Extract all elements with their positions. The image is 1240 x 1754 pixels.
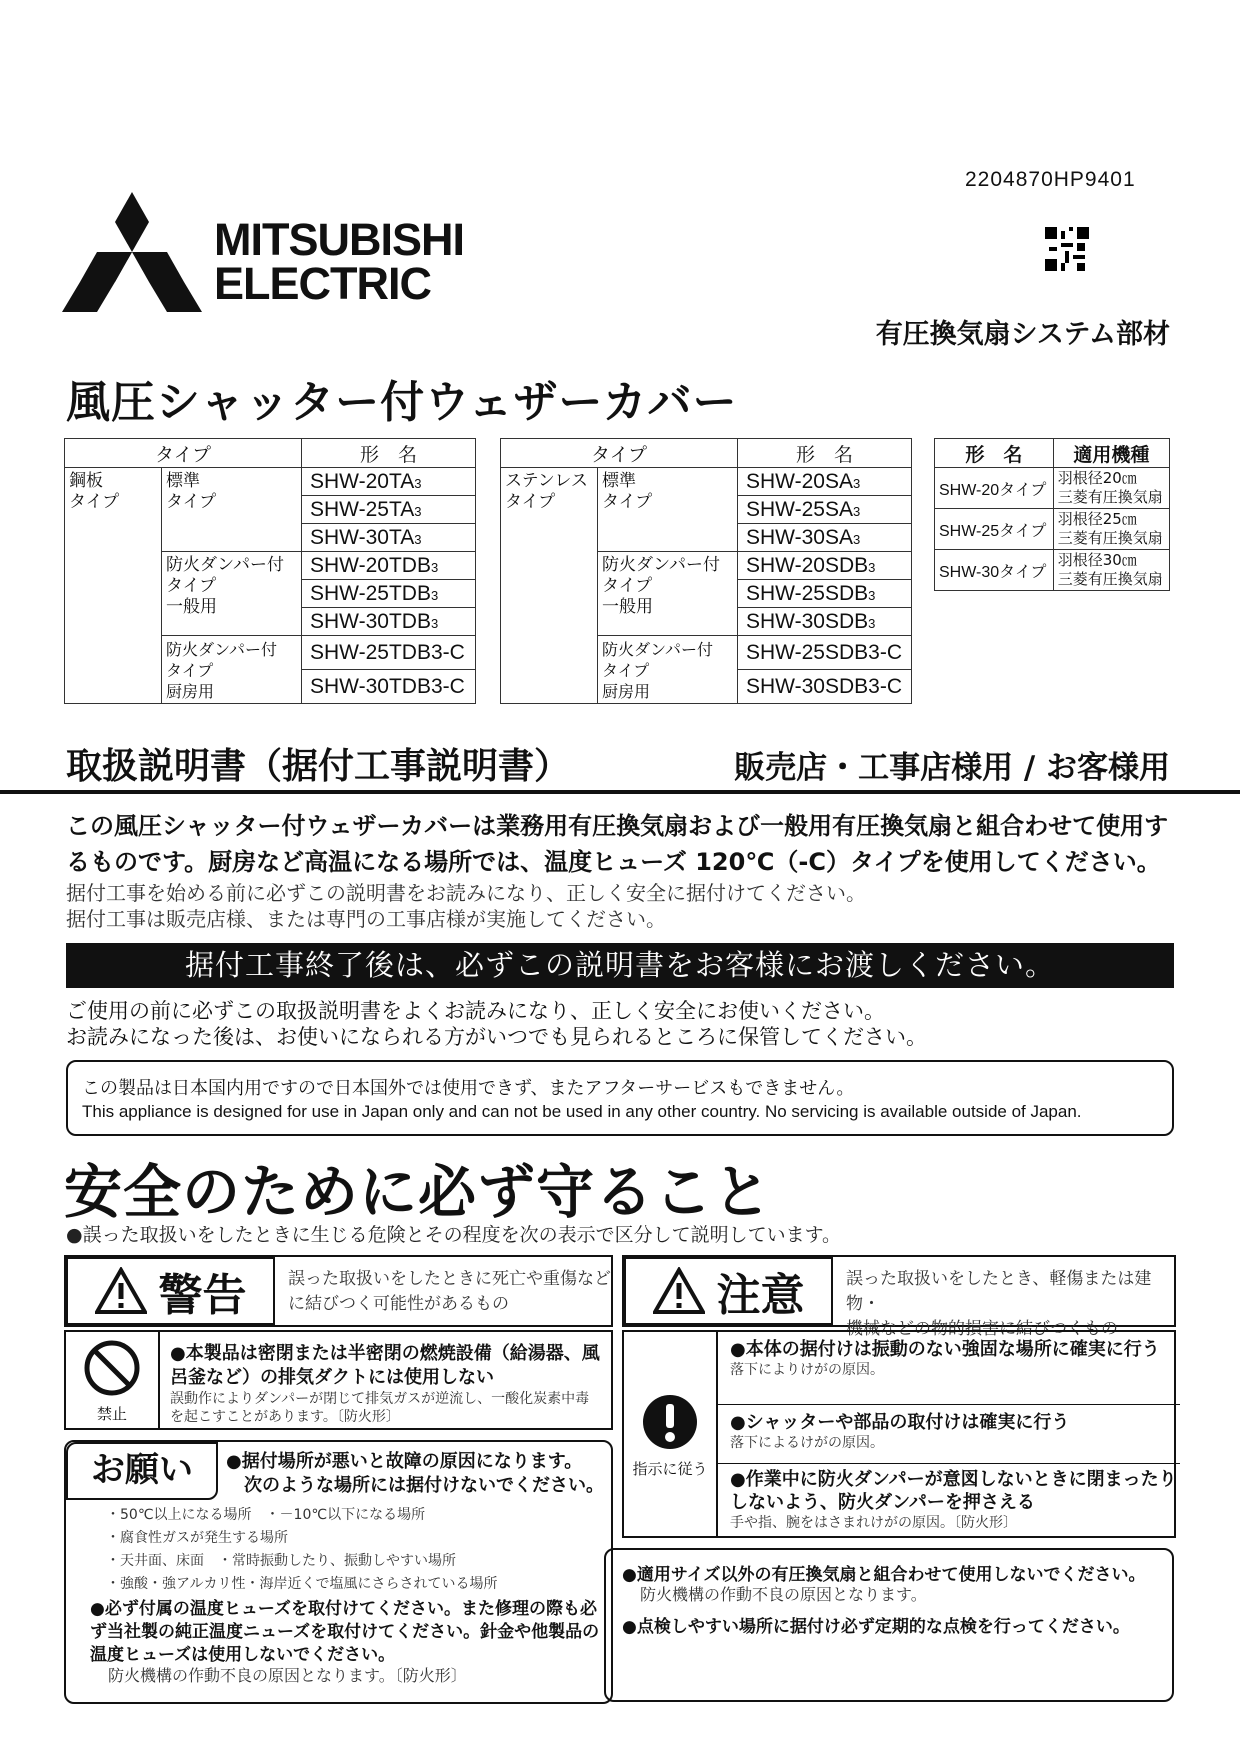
usage-note: ご使用の前に必ずこの取扱説明書をよくお読みになり、正しく安全にお使いください。 xyxy=(66,999,885,1023)
model-cell: SHW-25SDB3-C xyxy=(738,636,912,670)
caution-extra-item xyxy=(622,1564,1145,1604)
model-cell: SHW-20SDB3 xyxy=(738,552,912,580)
mitsubishi-logo-icon xyxy=(62,192,202,312)
warning-header xyxy=(64,1255,613,1327)
group-label: 標準 タイプ xyxy=(598,468,738,552)
list-item: ・強酸・強アルカリ性・海岸近くで塩風にさらされている場所 xyxy=(106,1576,498,1592)
fuse-note: 防火機構の作動不良の原因となります。〔防火形〕 xyxy=(108,1666,467,1685)
caution-item-note: 落下によりけがの原因。 xyxy=(730,1362,884,1378)
apply-model: SHW-30タイプ xyxy=(935,550,1054,591)
intro-notes xyxy=(66,880,866,932)
product-category: 有圧換気扇システム部材 xyxy=(875,319,1170,350)
caution-label-box xyxy=(624,1257,833,1325)
unsuitable-locations-list xyxy=(106,1504,497,1596)
notice-english: This appliance is designed for use in Japan only and can not be used in any other country. No servicing is available outside of Japan. xyxy=(82,1102,1082,1121)
request-lead-line: ●据付場所が悪いと故障の原因になります。 xyxy=(226,1451,583,1472)
fuse-instruction xyxy=(90,1598,600,1685)
instruction-label: 指示に従う xyxy=(632,1460,708,1478)
warning-triangle-icon xyxy=(95,1267,147,1315)
caution-extra-note: 防火機構の作動不良の原因となります。 xyxy=(640,1585,927,1604)
model-cell: SHW-30SA3 xyxy=(738,524,912,552)
model-cell: SHW-25TDB3-C xyxy=(302,636,476,670)
caution-header xyxy=(622,1255,1176,1339)
model-cell: SHW-25SA3 xyxy=(738,496,912,524)
warning-description: 誤った取扱いをしたときに死亡や重傷など に結びつく可能性があるもの xyxy=(288,1269,611,1314)
group-label: 防火ダンパー付 タイプ 一般用 xyxy=(598,552,738,636)
list-item: ・50℃以上になる場所 ・－10℃以下になる場所 xyxy=(106,1507,426,1523)
request-lead xyxy=(226,1450,604,1498)
usage-note: お読みになった後は、お使いになられる方がいつでも見られるところに保管してください。 xyxy=(66,1025,927,1049)
column-header-applicable: 適用機種 xyxy=(1053,439,1169,468)
applicable-model-table xyxy=(934,438,1170,591)
type-steel: 鋼板 タイプ xyxy=(65,468,162,704)
steel-model-table xyxy=(64,438,476,704)
caution-item xyxy=(718,1405,1180,1464)
group-label: 防火ダンパー付 タイプ 厨房用 xyxy=(162,636,302,704)
caution-extra-box xyxy=(604,1548,1174,1702)
brand-line2: ELECTRIC xyxy=(214,258,431,309)
group-label: 防火ダンパー付 タイプ 一般用 xyxy=(162,552,302,636)
request-lead-line: 次のような場所には据付けないでください。 xyxy=(244,1475,604,1496)
column-header-type: タイプ xyxy=(65,439,302,468)
caution-description: 誤った取扱いをしたとき、軽傷または建物・ 機械などの物的損害に結びつくもの xyxy=(846,1269,1152,1339)
caution-items xyxy=(622,1330,1176,1538)
caution-item xyxy=(718,1464,1180,1534)
caution-item-note: 落下によるけがの原因。 xyxy=(730,1435,884,1451)
prohibited-icon-cell xyxy=(66,1332,160,1428)
caution-label: 注意 xyxy=(716,1270,805,1321)
fuse-text: ●必ず付属の温度ヒューズを取付けてください。また修理の際も必ず当社製の純正温度ニューズを取付けてください。針金や他製品の温度ヒューズは使用しないでください。 xyxy=(90,1599,600,1665)
column-header-model: 形 名 xyxy=(302,439,476,468)
usage-notes xyxy=(66,998,927,1050)
warning-item xyxy=(64,1330,613,1430)
notice-japanese: この製品は日本国内用ですので日本国外では使用できず、またアフターサービスもできません。 xyxy=(82,1078,855,1099)
prohibited-label: 禁止 xyxy=(96,1405,127,1423)
apply-use: 羽根径30㎝ 三菱有圧換気扇 xyxy=(1053,550,1169,591)
type-stainless: ステンレス タイプ xyxy=(501,468,598,704)
caution-item-note: 手や指、腕をはさまれけがの原因。〔防火形〕 xyxy=(730,1515,1017,1531)
model-cell: SHW-25TDB3 xyxy=(302,580,476,608)
divider xyxy=(0,790,1240,794)
model-cell: SHW-25TA3 xyxy=(302,496,476,524)
handover-banner: 据付工事終了後は、必ずこの説明書をお客様にお渡しください。 xyxy=(66,943,1174,988)
column-header-type: タイプ xyxy=(501,439,738,468)
model-cell: SHW-30TDB3 xyxy=(302,608,476,636)
caution-item-text: ●シャッターや部品の取付けは確実に行う xyxy=(730,1412,1070,1433)
column-header-model: 形 名 xyxy=(935,439,1054,468)
caution-item-text: ●作業中に防火ダンパーが意図しないときに閉まったりしないよう、防火ダンパーを押さえる xyxy=(730,1469,1177,1513)
model-cell: SHW-30SDB3 xyxy=(738,608,912,636)
column-header-model: 形 名 xyxy=(738,439,912,468)
warning-label-box xyxy=(66,1257,275,1325)
model-cell: SHW-30SDB3-C xyxy=(738,670,912,704)
intro-statement: この風圧シャッター付ウェザーカバーは業務用有圧換気扇および一般用有圧換気扇と組合わせて使用するものです。厨房など高温になる場所では、温度ヒューズ 120℃（-C）タイプを使用してください。 xyxy=(66,812,1169,876)
model-cell: SHW-25SDB3 xyxy=(738,580,912,608)
list-item: ・腐食性ガスが発生する場所 xyxy=(106,1530,288,1546)
audience-label: 販売店・工事店様用 / お客様用 xyxy=(734,750,1170,786)
model-cell: SHW-20TA3 xyxy=(302,468,476,496)
request-tag: お願い xyxy=(66,1442,218,1500)
model-cell: SHW-30TDB3-C xyxy=(302,670,476,704)
intro-note: 据付工事を始める前に必ずこの説明書をお読みになり、正しく安全に据付けてください。 xyxy=(66,881,866,905)
list-item: ・天井面、床面 ・常時振動したり、振動しやすい場所 xyxy=(106,1553,456,1569)
domestic-use-notice xyxy=(66,1060,1174,1136)
apply-model: SHW-25タイプ xyxy=(935,509,1054,550)
stainless-model-table xyxy=(500,438,912,704)
warning-main: ●本製品は密閉または半密閉の燃焼設備（給湯器、風呂釜など）の排気ダクトには使用しない xyxy=(170,1343,600,1388)
prohibited-icon xyxy=(82,1338,142,1398)
document-number: 2204870HP9401 xyxy=(965,168,1136,191)
apply-use: 羽根径25㎝ 三菱有圧換気扇 xyxy=(1053,509,1169,550)
instruction-icon xyxy=(642,1394,698,1450)
intro-note: 据付工事は販売店様、または専門の工事店様が実施してください。 xyxy=(66,907,666,931)
qr-code-icon xyxy=(1045,227,1089,271)
instruction-icon-cell xyxy=(624,1332,718,1536)
warning-label: 警告 xyxy=(158,1270,247,1321)
group-label: 防火ダンパー付 タイプ 厨房用 xyxy=(598,636,738,704)
safety-title: 安全のために必ず守ること xyxy=(64,1158,773,1226)
product-title: 風圧シャッター付ウェザーカバー xyxy=(66,377,738,428)
brand-line1: MITSUBISHI xyxy=(214,214,465,265)
apply-model: SHW-20タイプ xyxy=(935,468,1054,509)
caution-extra-text: ●適用サイズ以外の有圧換気扇と組合わせて使用しないでください。 xyxy=(622,1565,1146,1585)
apply-use: 羽根径20㎝ 三菱有圧換気扇 xyxy=(1053,468,1169,509)
warning-note: 誤動作によりダンパーが閉じて排気ガスが逆流し、一酸化炭素中毒を起こすことがあります。〔防火形〕 xyxy=(170,1391,590,1425)
caution-item-text: ●本体の据付けは振動のない強固な場所に確実に行う xyxy=(730,1339,1160,1360)
model-cell: SHW-20SA3 xyxy=(738,468,912,496)
caution-item xyxy=(718,1332,1180,1405)
model-cell: SHW-30TA3 xyxy=(302,524,476,552)
group-label: 標準 タイプ xyxy=(162,468,302,552)
manual-title: 取扱説明書（据付工事説明書） xyxy=(66,746,571,787)
warning-text xyxy=(170,1342,600,1426)
model-cell: SHW-20TDB3 xyxy=(302,552,476,580)
caution-extra-item: ●点検しやすい場所に据付け必ず定期的な点検を行ってください。 xyxy=(622,1617,1130,1637)
request-box xyxy=(64,1440,613,1704)
caution-triangle-icon xyxy=(653,1267,705,1315)
safety-subtitle: ●誤った取扱いをしたときに生じる危険とその程度を次の表示で区分して説明しています。 xyxy=(66,1224,842,1246)
brand-wordmark xyxy=(214,214,465,309)
